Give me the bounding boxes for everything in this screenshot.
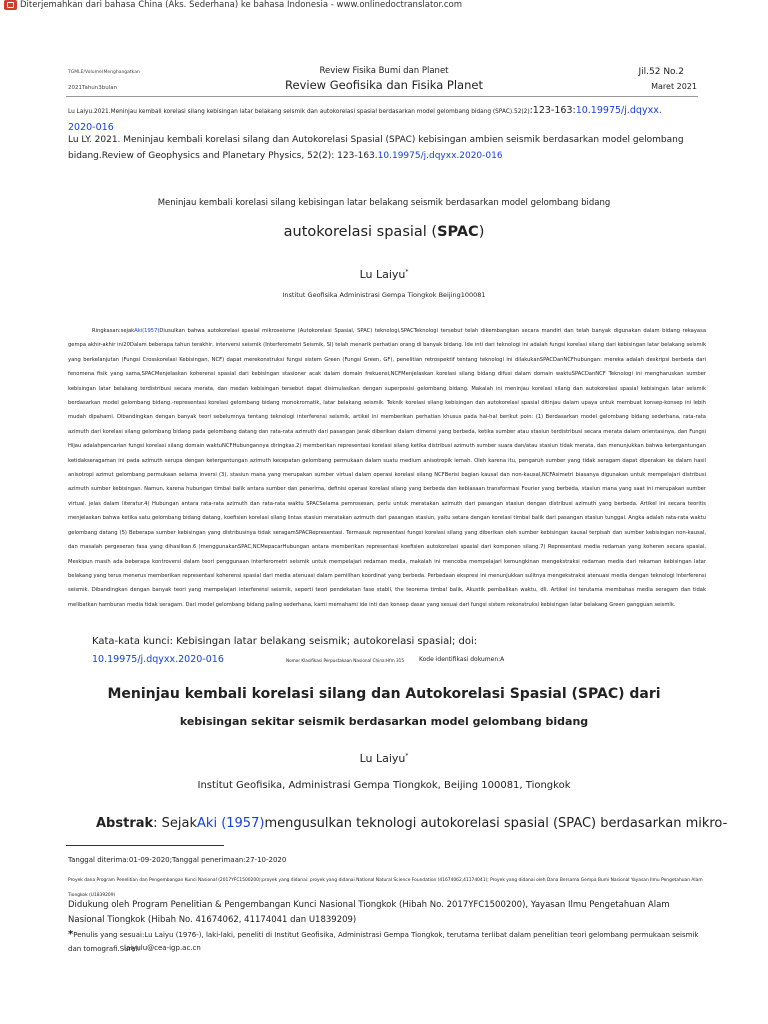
author-en-mark: *: [405, 752, 409, 760]
banner-text[interactable]: Diterjemahkan dari bahasa China (Aks. Sederhana) ke bahasa Indonesia - www.onlinedoctranslator.com: [20, 0, 463, 10]
footnote-email[interactable]: laiyulu@cea-igp.ac.cn: [124, 944, 201, 952]
institute-en: Institut Geofisika, Administrasi Gempa Tiongkok, Beijing 100081, Tiongkok: [197, 780, 571, 791]
footnote-divider: [66, 845, 224, 846]
title-zh-prefix: autokorelasi spasial (: [283, 224, 438, 240]
abstract-zh: [68, 324, 706, 612]
title-en-line2: kebisingan sekitar seismik berdasarkan model gelombang bidang: [179, 715, 589, 728]
title-en-line1: Meninjau kembali korelasi silang dan Autokorelasi Spasial (SPAC) dari: [107, 686, 661, 702]
abstract-en-label: Abstrak: [96, 816, 154, 831]
document-code: Kode identifikasi dokumen:A: [419, 656, 505, 663]
author-en-name: Lu Laiyu: [359, 752, 406, 765]
footnote-author-text: Penulis yang sesuai:Lu Laiyu (1976-), laki-laki, peneliti di Institut Geofisika, Administrasi Gempa Tiongkok, terutama terlibat dalam penelitian teori gelombang permukaan seismik dan tomografi.Surel:: [68, 931, 699, 953]
issue-date: Maret 2021: [651, 82, 697, 91]
classification-number: Nomor Klasifikasi Perpustakaan Nasional China:Hfm 315: [286, 658, 405, 663]
citation-en-text: Lu LY. 2021. Meninjau kembali korelasi silang dan Autokorelasi Spasial (SPAC) kebisingan ambien seismik berdasarkan model gelombang bidang.Review of Geophysics and Planetary Physics, 52(2): 123-163.: [68, 135, 684, 161]
citation-zh: [68, 103, 698, 135]
footnote-dates: Tanggal diterima:01-09-2020;Tanggal penerimaan:27-10-2020: [68, 856, 287, 864]
footnote-funding-en: Didukung oleh Program Penelitian & Pengembangan Kunci Nasional Tiongkok (Hibah No. 2017YFC1500200), Yayasan Ilmu Pengetahuan Alam Nasional Tiongkok (Hibah No. 41674062, 41174041 dan U1839209): [68, 900, 670, 925]
citation-zh-pages: :123-163:: [529, 105, 576, 116]
abstract-en-lead: : Sejak: [153, 816, 198, 831]
translation-banner[interactable]: [4, 0, 462, 10]
citation-en-doi-link[interactable]: 10.19975/j.dqyxx.2020-016: [377, 150, 503, 161]
title-zh-suffix: ): [478, 224, 485, 240]
abstract-zh-lead: Ringkasan:sejak: [92, 328, 135, 334]
journal-name-en: Review Geofisika dan Fisika Planet: [285, 78, 483, 92]
abstract-zh-body: Diusulkan bahwa autokorelasi spasial mikroseisme (Autokorelasi Spasial, SPAC) teknologi,SPACTeknologi tersebut telah dikembangkan secara mandiri dan telah banyak digunakan dalam bidang rekayasa gempa akhir-akhir ini20Dalam beberapa tahun terakhir, interversi seismik (Interferometri Seismik, SI) telah menarik perhatian orang di banyak bidang. Ide inti dari teknologi ini adalah fungsi korelasi silang dari kebisingan latar belakang seismik yang berkelanjutan (Fungsi Crosskorelasi Kebisingan, NCF) dapat merekonstruksi fungsi sistem Green (Fungsi Green, GF), penelitian retrospektif tentang teknologi ini dilakukanSPACDanNCFhubungan: mereka adalah deskripsi berbeda dari fenomena fisik yang sama,SPACMenjelaskan koherensi spasial dari kebisingan stasioner acak dalam domain frekuensi,NCFMenjelaskan korelasi silang bidang difusi dalam domain waktuSPACDanNCF Teknologi ini mengharuskan sumber kebisingan latar belakang terdistribusi secara merata, dan medan kebisingan tersebut dapat disimulasikan dengan superposisi gelombang bidang. Makalah ini meninjau korelasi silang dan autokorelasi spasial kebisingan latar seismik berdasarkan model gelombang bidang.-representasi korelasi gelombang bidang monokromatik, latar belakang seismik. Teknik korelasi silang kebisingan dan autokorelasi spasial ditinjau dalam upaya untuk membuat konsep-konsep ini lebih mudah dipahami. Dibandingkan dengan banyak teori sebelumnya tentang teknologi interferensi seismik, artikel ini memberikan perhatian khusus pada hal-hal berikut poin: (1) Berdasarkan model gelombang bidang sederhana, rata-rata azimuth dari korelasi silang gelombang bidang pada gelombang datang dan rata-rata azimuth dari pasangan jarak diberikan dalam dimensi yang berbeda, ketika sumber atau stasiun terdistribusi secara merata dalam orientasinya, dan Fungsi Hijau adalahpencarian fungsi korelasi silang domain waktuNCFHubungannya diringkas.2) memberikan representasi korelasi silang ketika distribusi azimuth sumber suara dan/atau stasiun tidak merata, dan menunjukkan bahwa ketergantungan ketidakseragaman ini pada azimuth serupa dengan ketergantungan azimuth kecepatan gelombang permukaan dalam suatu medium anisotropik lemah. Oleh karena itu, pengaruh sumber yang tidak seragam dapat diperakan ke dalam hasil anisotropi azimut gelombang permukaan selama inversi (3), stasiun mana yang merupakan sumber virtual dalam operasi korelasi silang NCFBerisi bagian kausal dan non-kausal,NCFAsimetri biasanya digunakan untuk mempelajari distribusi azimuth sumber kebisingan. Namun, karena hubungan timbal balik antara sumber dan penerima, definisi operasi korelasi silang yang berbeda dan kebiasaan transformasi Fourier yang berbeda, stasiun mana yang saat ini merupakan sumber virtual. jelas dalam literatur.4) Hubungan antara rata-rata azimuth dan rata-rata waktu SPACSelama pemrosesan, perlu untuk meratakan azimuth dari pasangan stasiun dengan distribusi azimuth yang berbeda. Artikel ini secara teoritis menjelaskan bahwa ketika satu gelombang bidang datang, koefisien korelasi silang lintas stasiun meratakan azimuth dari pasangan stasiun, yaitu setara dengan korelasi timbal balik dari pasangan stasiun tunggal. Angka adalah rata-rata waktu gelombang datang (5) Beberapa sumber kebisingan yang distribusinya tidak seragamSPACRepresentasi. Termasuk representasi fungsi korelasi silang yang diberikan oleh sumber kebisingan kausal terpisah dan sumber kebisingan non-kausal, dan masalah pergeseran fasa yang dihasilkan.6 )menggunakanSPAC,NCMepacarHubungan antara memberikan representasi koefisien autokorelasi spasial dari komponen silang.7) Representasi media redaman yang koheren secara spasial. Meskipun masih ada beberapa kontroversi dalam teori penggunaan interferometri seismik untuk mempelajari redaman media, makalah ini mencoba mempelajari kemungkinan mengekstraksi redaman media dari rekaman kebisingan latar belakang yang terus menerus memberikan representasi koherensi spasial dari media atenuasi dalam pemilihan koordinat yang berbeda. Perbedaan ekspresi ini menunjukkan sulitnya mengekstraksi atenuasi media dengan teknologi interferensi seismik. Dibandingkan dengan banyak teori yang mempelajari interferensi seismik, seperti teori pendekatan fase stabil, the teorema timbal balik, Akustik pembalikan waktu, dll. Artikel ini terutama membahas media seragam dan tidak melibatkan hamburan media tidak seragam. Dari model gelombang bidang paling sederhana, kami memahami ide inti dan konsep dasar yang sesuai dari fungsi sistem rekonstruksi kebisingan latar belakang Green gangguan seismik.: [68, 328, 706, 608]
header-divider: [66, 96, 698, 97]
journal-name-zh: Review Fisika Bumi dan Planet: [319, 66, 449, 76]
abstract-en-rest: mengusulkan teknologi autokorelasi spasial (SPAC) berdasarkan mikro-: [264, 816, 728, 831]
author-zh-name: Lu Laiyu: [359, 268, 406, 281]
footnote-author-mark: *: [68, 929, 74, 940]
header-left-line2: 2021Tahun3bulan: [68, 85, 118, 91]
volume-issue: Jil.52 No.2: [638, 67, 684, 77]
institute-zh: Institut Geofisika Administrasi Gempa Tiongkok Beijing100081: [282, 291, 486, 299]
footnote-funding-zh: Proyek dana Program Penelitian dan Pengembangan Kunci Nasional (2017YFC1500200);proyek yang didanai: proyek yang didanai National Natural Science Foundation (41674062,41174041); Proyek yang didanai oleh Dana Bersama Gempa Bumi Nasional Yayasan Ilmu Pengetahuan Alam Tiongkok (U1839209): [68, 878, 703, 898]
title-zh-line1: Meninjau kembali korelasi silang kebisingan latar belakang seismik berdasarkan model gelombang bidang: [157, 198, 611, 208]
header-left-line1: TGMLE/Volume(Menghangatkan: [68, 70, 140, 75]
title-zh-line2: [0, 224, 768, 240]
citation-zh-doi-link[interactable]: 10.19975/j.dqyxx.: [575, 105, 662, 116]
citation-zh-doi-link-cont[interactable]: 2020-016: [68, 122, 114, 133]
translator-logo-icon: [4, 0, 17, 10]
doi-zh-link[interactable]: 10.19975/j.dqyxx.2020-016: [92, 654, 224, 665]
abstract-en-ref-link[interactable]: Aki (1957): [197, 816, 265, 831]
keywords-zh: Kata-kata kunci: Kebisingan latar belakang seismik; autokorelasi spasial; doi:: [92, 636, 478, 647]
author-zh-mark: *: [405, 268, 409, 276]
abstract-zh-ref-link[interactable]: Aki(1957): [134, 328, 160, 334]
author-en: [0, 752, 768, 765]
citation-en: [68, 133, 704, 164]
citation-zh-text: Lu Laiyu.2021.Meninjau kembali korelasi silang kebisingan latar belakang seismik dan autokorelasi spasial berdasarkan model gelombang bidang (SPAC).52(2): [68, 109, 530, 115]
title-zh-spac: SPAC: [437, 224, 479, 240]
abstract-en: [96, 816, 727, 831]
author-zh: [0, 268, 768, 281]
